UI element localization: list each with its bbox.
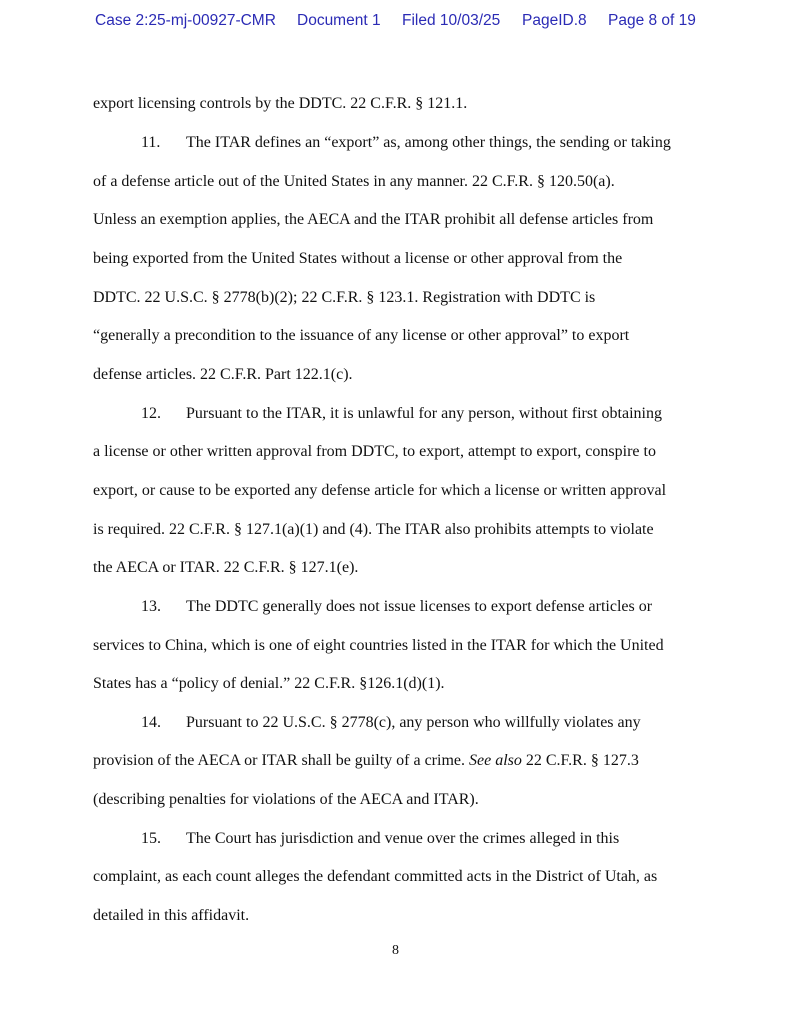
italic-signal: See also <box>469 752 522 769</box>
text-line: being exported from the United States without a license or other approval from the <box>93 250 623 267</box>
page-of-total: Page 8 of 19 <box>608 12 696 29</box>
text-line: of a defense article out of the United States in any manner. 22 C.F.R. § 120.50(a). <box>93 173 615 190</box>
paragraph-number: 15. <box>141 830 161 847</box>
text-line: The ITAR defines an “export” as, among other things, the sending or taking <box>186 134 671 151</box>
text-line: defense articles. 22 C.F.R. Part 122.1(c). <box>93 366 353 383</box>
document-number: Document 1 <box>297 12 381 29</box>
text-line: is required. 22 C.F.R. § 127.1(a)(1) and (4). The ITAR also prohibits attempts to violate <box>93 521 654 538</box>
paragraph-number: 13. <box>141 598 161 615</box>
filed-date: Filed 10/03/25 <box>402 12 501 29</box>
page-number: 8 <box>392 943 399 958</box>
text-line: Pursuant to 22 U.S.C. § 2778(c), any person who willfully violates any <box>186 714 641 731</box>
page-id: PageID.8 <box>522 12 587 29</box>
court-filing-header <box>0 12 791 34</box>
text-line: “generally a precondition to the issuance of any license or other approval” to export <box>93 327 630 344</box>
text-line: complaint, as each count alleges the defendant committed acts in the District of Utah, as <box>93 868 658 885</box>
text-line <box>93 751 639 771</box>
text-run: 22 C.F.R. § 127.3 <box>521 752 639 769</box>
text-line: services to China, which is one of eight countries listed in the ITAR for which the United <box>93 637 664 654</box>
paragraph-number: 11. <box>141 134 161 151</box>
text-line: The DDTC generally does not issue licenses to export defense articles or <box>186 598 653 615</box>
text-line: Unless an exemption applies, the AECA and the ITAR prohibit all defense articles from <box>93 211 654 228</box>
text-run: provision of the AECA or ITAR shall be guilty of a crime. <box>93 752 469 769</box>
text-line: export licensing controls by the DDTC. 22 C.F.R. § 121.1. <box>93 95 468 112</box>
text-line: The Court has jurisdiction and venue over the crimes alleged in this <box>186 830 620 847</box>
text-line: States has a “policy of denial.” 22 C.F.R. §126.1(d)(1). <box>93 675 445 692</box>
text-line: the AECA or ITAR. 22 C.F.R. § 127.1(e). <box>93 559 359 576</box>
paragraph-number: 14. <box>141 714 161 731</box>
text-line: export, or cause to be exported any defense article for which a license or written approval <box>93 482 667 499</box>
text-line: detailed in this affidavit. <box>93 907 250 924</box>
text-line: DDTC. 22 U.S.C. § 2778(b)(2); 22 C.F.R. § 123.1. Registration with DDTC is <box>93 289 596 306</box>
text-line: Pursuant to the ITAR, it is unlawful for any person, without first obtaining <box>186 405 662 422</box>
case-number: Case 2:25-mj-00927-CMR <box>95 12 276 29</box>
text-line: a license or other written approval from DDTC, to export, attempt to export, conspire to <box>93 443 656 460</box>
paragraph-number: 12. <box>141 405 161 422</box>
text-line: (describing penalties for violations of the AECA and ITAR). <box>93 791 479 808</box>
